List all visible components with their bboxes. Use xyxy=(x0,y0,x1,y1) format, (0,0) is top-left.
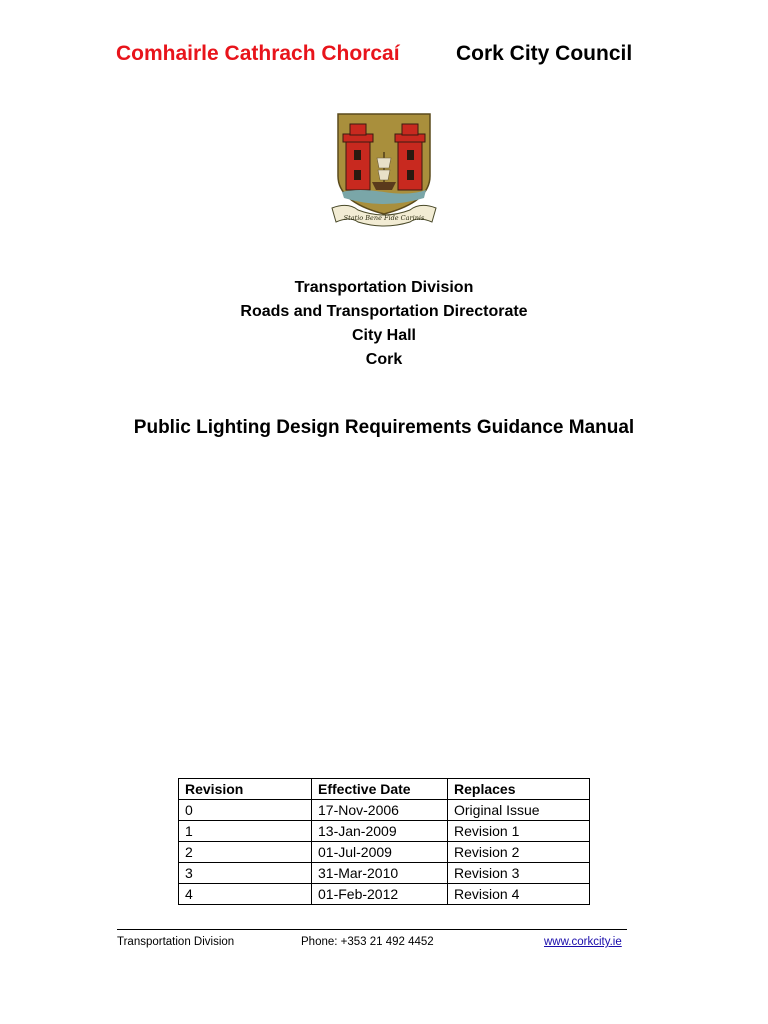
footer-division: Transportation Division xyxy=(117,936,235,948)
irish-council-name: Comhairle Cathrach Chorcaí xyxy=(116,42,400,65)
table-row xyxy=(179,863,590,884)
effective-date-cell: 17-Nov-2006 xyxy=(312,800,448,821)
column-header-replaces: Replaces xyxy=(448,779,590,800)
address-line-division: Transportation Division xyxy=(294,279,474,296)
english-council-name: Cork City Council xyxy=(456,42,633,65)
replaces-cell: Revision 3 xyxy=(448,863,590,884)
replaces-cell: Original Issue xyxy=(448,800,590,821)
footer-divider xyxy=(117,929,627,930)
footer-website-link[interactable]: www.corkcity.ie xyxy=(544,936,622,948)
table-row xyxy=(179,800,590,821)
table-row xyxy=(179,821,590,842)
footer-phone: Phone: +353 21 492 4452 xyxy=(301,936,434,948)
replaces-cell: Revision 4 xyxy=(448,884,590,905)
table-row xyxy=(179,842,590,863)
column-header-revision: Revision xyxy=(179,779,312,800)
revision-cell: 1 xyxy=(179,821,312,842)
address-line-building: City Hall xyxy=(351,327,416,344)
address-block xyxy=(0,276,768,372)
document-title: Public Lighting Design Requirements Guidance Manual xyxy=(133,417,635,438)
effective-date-cell: 01-Feb-2012 xyxy=(312,884,448,905)
cork-coat-of-arms-icon xyxy=(328,110,440,228)
effective-date-cell: 01-Jul-2009 xyxy=(312,842,448,863)
replaces-cell: Revision 1 xyxy=(448,821,590,842)
revision-cell: 3 xyxy=(179,863,312,884)
address-line-city: Cork xyxy=(365,351,403,368)
column-header-effective-date: Effective Date xyxy=(312,779,448,800)
revision-cell: 0 xyxy=(179,800,312,821)
table-row xyxy=(179,884,590,905)
effective-date-cell: 13-Jan-2009 xyxy=(312,821,448,842)
revision-cell: 2 xyxy=(179,842,312,863)
replaces-cell: Revision 2 xyxy=(448,842,590,863)
revision-cell: 4 xyxy=(179,884,312,905)
address-line-directorate: Roads and Transportation Directorate xyxy=(240,303,528,320)
table-header-row xyxy=(179,779,590,800)
effective-date-cell: 31-Mar-2010 xyxy=(312,863,448,884)
svg-text:Statio Bene Fide Carinis: Statio Bene Fide Carinis xyxy=(343,214,425,222)
revision-table xyxy=(178,778,590,905)
